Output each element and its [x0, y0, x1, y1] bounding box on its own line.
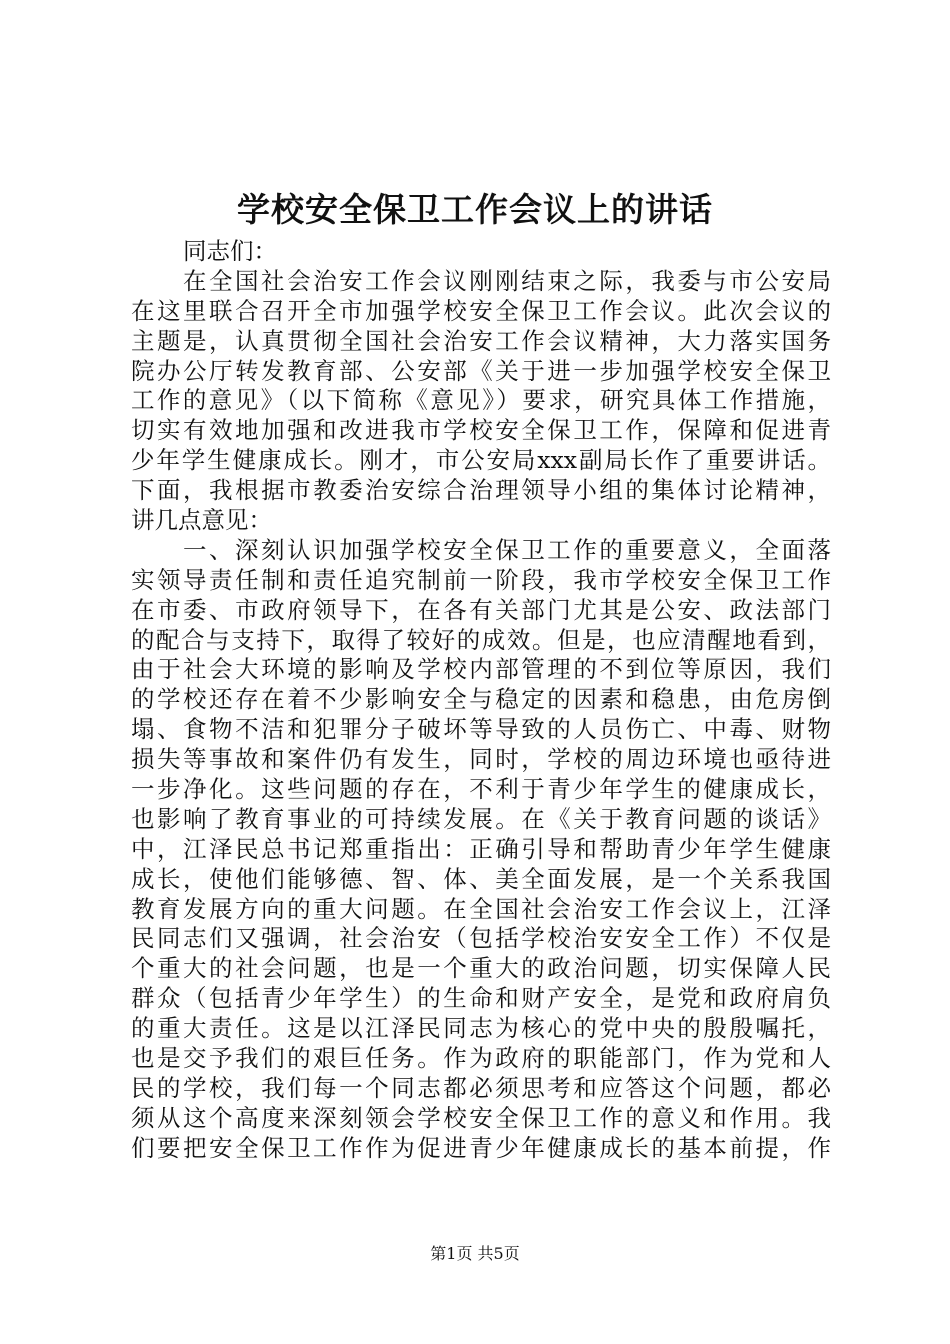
text-line: 的重大责任。这是以江泽民同志为核心的党中央的殷殷嘱托， [131, 1014, 831, 1043]
page-footer: 第1页 共5页 [430, 1244, 520, 1263]
text-line: 院办公厅转发教育部、公安部《关于进一步加强学校安全保卫 [131, 356, 831, 385]
text-line: 教育发展方向的重大问题。在全国社会治安工作会议上，江泽 [131, 894, 831, 923]
text-line: 的配合与支持下，取得了较好的成效。但是，也应清醒地看到， [131, 625, 831, 654]
text-line: 在市委、市政府领导下，在各有关部门尤其是公安、政法部门 [131, 595, 831, 624]
text-line: 下面，我根据市教委治安综合治理领导小组的集体讨论精神， [131, 476, 831, 505]
text-line: 中，江泽民总书记郑重指出：正确引导和帮助青少年学生健康 [131, 834, 831, 863]
text-line: 切实有效地加强和改进我市学校安全保卫工作，保障和促进青 [131, 416, 831, 445]
text-line: 在这里联合召开全市加强学校安全保卫工作会议。此次会议的 [131, 296, 831, 325]
text-line: 实领导责任制和责任追究制前一阶段，我市学校安全保卫工作 [131, 565, 831, 594]
text-line: 民的学校，我们每一个同志都必须思考和应答这个问题，都必 [131, 1073, 831, 1102]
salutation-line: 同志们： [183, 237, 277, 265]
text-line: 个重大的社会问题，也是一个重大的政治问题，切实保障人民 [131, 954, 831, 983]
text-line: 主题是，认真贯彻全国社会治安工作会议精神，大力落实国务 [131, 326, 831, 355]
text-line: 一步净化。这些问题的存在，不利于青少年学生的健康成长， [131, 775, 831, 804]
text-line: 讲几点意见： [131, 506, 272, 535]
text-line: 损失等事故和案件仍有发生，同时，学校的周边环境也亟待进 [131, 745, 831, 774]
text-line: 少年学生健康成长。刚才，市公安局xxx副局长作了重要讲话。 [131, 446, 831, 475]
section-heading-line: 一、深刻认识加强学校安全保卫工作的重要意义，全面落 [183, 535, 831, 564]
document-title: 学校安全保卫工作会议上的讲话 [237, 190, 713, 229]
document-body [131, 237, 831, 1164]
text-line: 在全国社会治安工作会议刚刚结束之际，我委与市公安局 [183, 266, 831, 295]
text-line: 民同志们又强调，社会治安（包括学校治安安全工作）不仅是 [131, 924, 831, 953]
text-line: 须从这个高度来深刻领会学校安全保卫工作的意义和作用。我 [131, 1103, 831, 1132]
text-line: 由于社会大环境的影响及学校内部管理的不到位等原因，我们 [131, 655, 831, 684]
text-line: 也是交予我们的艰巨任务。作为政府的职能部门，作为党和人 [131, 1044, 831, 1073]
text-line: 塌、食物不洁和犯罪分子破坏等导致的人员伤亡、中毒、财物 [131, 715, 831, 744]
text-line: 也影响了教育事业的可持续发展。在《关于教育问题的谈话》 [131, 804, 831, 833]
text-line: 的学校还存在着不少影响安全与稳定的因素和稳患，由危房倒 [131, 685, 831, 714]
text-line: 工作的意见》（以下简称《意见》）要求，研究具体工作措施， [131, 386, 831, 415]
text-line: 们要把安全保卫工作作为促进青少年健康成长的基本前提，作 [131, 1133, 831, 1162]
text-line: 成长，使他们能够德、智、体、美全面发展，是一个关系我国 [131, 864, 831, 893]
text-line: 群众（包括青少年学生）的生命和财产安全，是党和政府肩负 [131, 984, 831, 1013]
